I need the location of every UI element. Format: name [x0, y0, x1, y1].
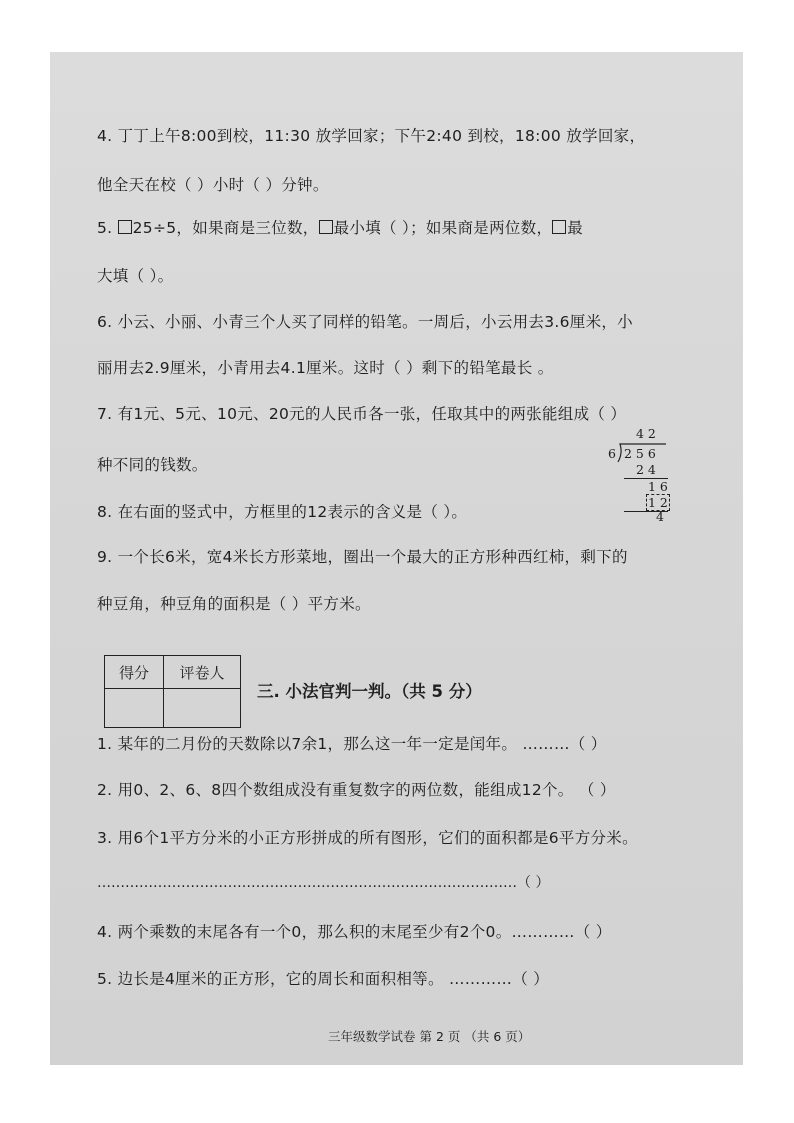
- judge-item-3-dots: ………………………………………………………………………………（ ）: [97, 875, 550, 891]
- question-4-line-2: 他全天在校（ ）小时（ ）分钟。: [97, 176, 329, 194]
- question-6-line-2: 丽用去2.9厘米，小青用去4.1厘米。这时（ ）剩下的铅笔最长 。: [97, 359, 554, 377]
- question-5-prefix: 5.: [97, 219, 118, 237]
- grader-cell: [164, 689, 241, 728]
- question-5-line-1: [97, 216, 583, 238]
- score-header: 得分: [105, 656, 164, 689]
- step-1: 2 4: [636, 462, 656, 477]
- remainder: 4: [656, 509, 664, 524]
- question-9-line-2: 种豆角，种豆角的面积是（ ）平方米。: [97, 595, 371, 613]
- judge-item-3: 3. 用6个1平方分米的小正方形拼成的所有图形，它们的面积都是6平方分米。: [97, 829, 638, 847]
- grader-header: 评卷人: [164, 656, 241, 689]
- divisor: 6: [608, 446, 616, 461]
- section-3-title: 三. 小法官判一判。（共 5 分）: [257, 682, 482, 701]
- question-5-text-c: 最: [567, 219, 584, 237]
- page-footer: 三年级数学试卷 第 2 页 （共 6 页）: [328, 1029, 531, 1044]
- judge-item-4: 4. 两个乘数的末尾各有一个0，那么积的末尾至少有2个0。…………（ ）: [97, 923, 612, 941]
- blank-box-icon: [552, 220, 566, 234]
- judge-item-1: 1. 某年的二月份的天数除以7余1，那么这一年一定是闰年。 ………（ ）: [97, 735, 607, 753]
- step-2: 1 6: [648, 479, 668, 494]
- question-5-text-b: 最小填（ ）；如果商是两位数，: [333, 219, 553, 237]
- question-6-line-1: 6. 小云、小丽、小青三个人买了同样的铅笔。一周后，小云用去3.6厘米，小: [97, 313, 633, 331]
- question-8-line-1: 8. 在右面的竖式中，方框里的12表示的含义是（ ）。: [97, 503, 468, 521]
- score-cell: [105, 689, 164, 728]
- question-9-line-1: 9. 一个长6米，宽4米长方形菜地，圈出一个最大的正方形种西红柿，剩下的: [97, 548, 628, 566]
- question-5-line-2: 大填（ ）。: [97, 267, 174, 285]
- judge-item-5: 5. 边长是4厘米的正方形，它的周长和面积相等。 …………（ ）: [97, 970, 550, 988]
- question-5-text-a: 25÷5，如果商是三位数，: [132, 219, 319, 237]
- score-table: [104, 655, 241, 728]
- question-4-line-1: 4. 丁丁上午8:00到校，11:30 放学回家；下午2:40 到校，18:00 放学回家，: [97, 127, 646, 145]
- question-7-line-2: 种不同的钱数。: [97, 456, 208, 474]
- blank-box-icon: [118, 220, 132, 234]
- question-7-line-1: 7. 有1元、5元、10元、20元的人民币各一张，任取其中的两张能组成（ ）: [97, 405, 627, 423]
- dividend: 2 5 6: [624, 446, 656, 461]
- quotient: 4 2: [636, 426, 656, 441]
- judge-item-2: 2. 用0、2、6、8四个数组成没有重复数字的两位数，能组成12个。 （ ）: [97, 781, 616, 799]
- long-division: [594, 426, 674, 524]
- boxed-step: 1 2: [648, 495, 668, 510]
- blank-box-icon: [319, 220, 333, 234]
